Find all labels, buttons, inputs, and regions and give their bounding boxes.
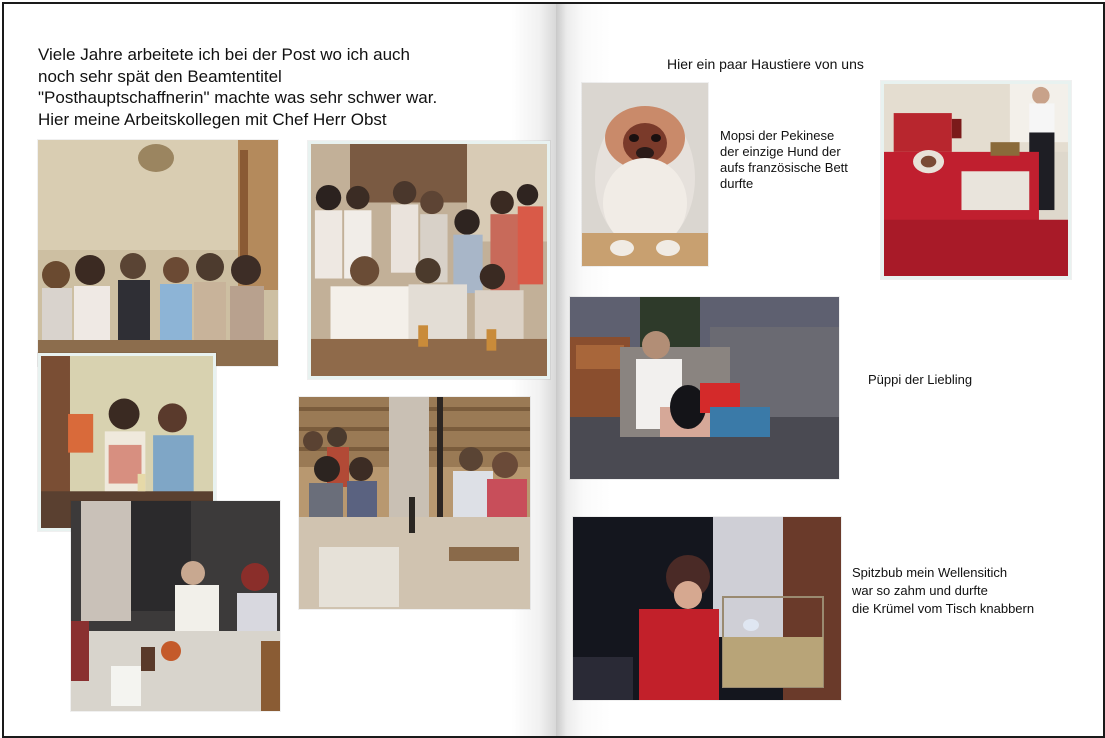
photo-spitzbub-budgie (573, 517, 841, 700)
mopsi-caption: Mopsi der Pekinese der einzige Hund der aufs französische Bett durfte (720, 128, 848, 191)
photo-mopsi-on-bed (881, 81, 1071, 279)
pueppi-caption: Püppi der Liebling (868, 372, 973, 387)
left-page (4, 4, 556, 736)
photo-colleagues-group (38, 140, 278, 366)
photo-pueppi-cat (570, 297, 839, 479)
photo-dinner-table (71, 501, 280, 711)
spitzbub-caption: Spitzbub mein Wellensitich war so zahm und durfte die Krümel vom Tisch knabbern (852, 565, 1035, 616)
photo-group-at-table (299, 397, 530, 609)
photo-mopsi-pekinese (582, 83, 708, 266)
pets-heading: Hier ein paar Haustiere von uns (667, 56, 864, 72)
photo-colleagues-pub (308, 141, 550, 379)
intro-text: Viele Jahre arbeitete ich bei der Post wo ich auch noch sehr spät den Beamtentitel "Posthauptschaffnerin" machte was sehr schwer war. Hier meine Arbeitskollegen mit Chef Herr Obst (38, 45, 438, 129)
photo-book-spread (2, 2, 1105, 738)
right-page (556, 4, 1103, 736)
